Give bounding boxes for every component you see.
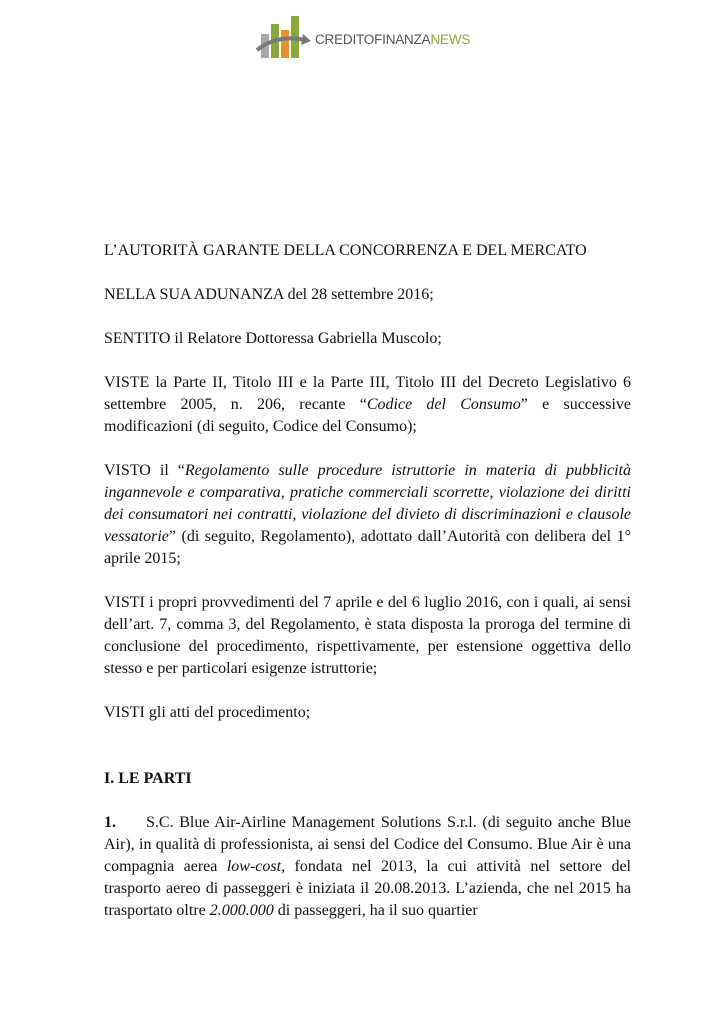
bar-chart-logo-icon: [255, 10, 311, 62]
document-body: [104, 240, 631, 922]
visti-atti-paragraph: VISTI gli atti del procedimento;: [104, 704, 311, 721]
heard-line: SENTITO il Relatore Dottoressa Gabriella Muscolo;: [104, 330, 442, 347]
logo-wordmark: [315, 32, 470, 47]
logo-text-news: NEWS: [430, 31, 471, 47]
section-heading: I. LE PARTI: [104, 770, 192, 787]
paragraph-number: 1.: [104, 814, 116, 831]
site-logo: [255, 10, 470, 62]
viste-paragraph: VISTE la Parte II, Titolo III e la Parte III, Titolo III del Decreto Legislativo 6 settembre 2005, n. 206, recante “Codice del Consumo” e successive modificazioni (di seguito, Codice del Consumo);: [104, 374, 631, 435]
authority-heading: L’AUTORITÀ GARANTE DELLA CONCORRENZA E DEL MERCATO: [104, 242, 587, 259]
visti-provvedimenti-paragraph: VISTI i propri provvedimenti del 7 aprile e del 6 luglio 2016, con i quali, ai sensi dell’art. 7, comma 3, del Regolamento, è stata disposta la proroga del termine di conclusione del procedimento, rispettivamente, per estensione oggettiva dello stesso e per particolari esigenze istruttorie;: [104, 594, 631, 677]
logo-text-main: CREDITOFINANZA: [315, 31, 431, 47]
paragraph-1: 1. S.C. Blue Air-Airline Management Solutions S.r.l. (di seguito anche Blue Air), in qualità di professionista, ai sensi del Codice del Consumo. Blue Air è una compagnia aerea low-cost, fondata nel 2013, la cui attività nel settore del trasporto aereo di passeggeri è iniziata il 20.08.2013. L’azienda, che nel 2015 ha trasportato oltre 2.000.000 di passeggeri, ha il suo quartier: [104, 814, 631, 919]
meeting-line: NELLA SUA ADUNANZA del 28 settembre 2016;: [104, 286, 434, 303]
visto-paragraph: VISTO il “Regolamento sulle procedure istruttorie in materia di pubblicità ingannevole e comparativa, pratiche commerciali scorrette, violazione dei diritti dei consumatori nei contratti, violazione del divieto di discriminazioni e clausole vessatorie” (di seguito, Regolamento), adottato dall’Autorità con delibera del 1° aprile 2015;: [104, 462, 631, 567]
